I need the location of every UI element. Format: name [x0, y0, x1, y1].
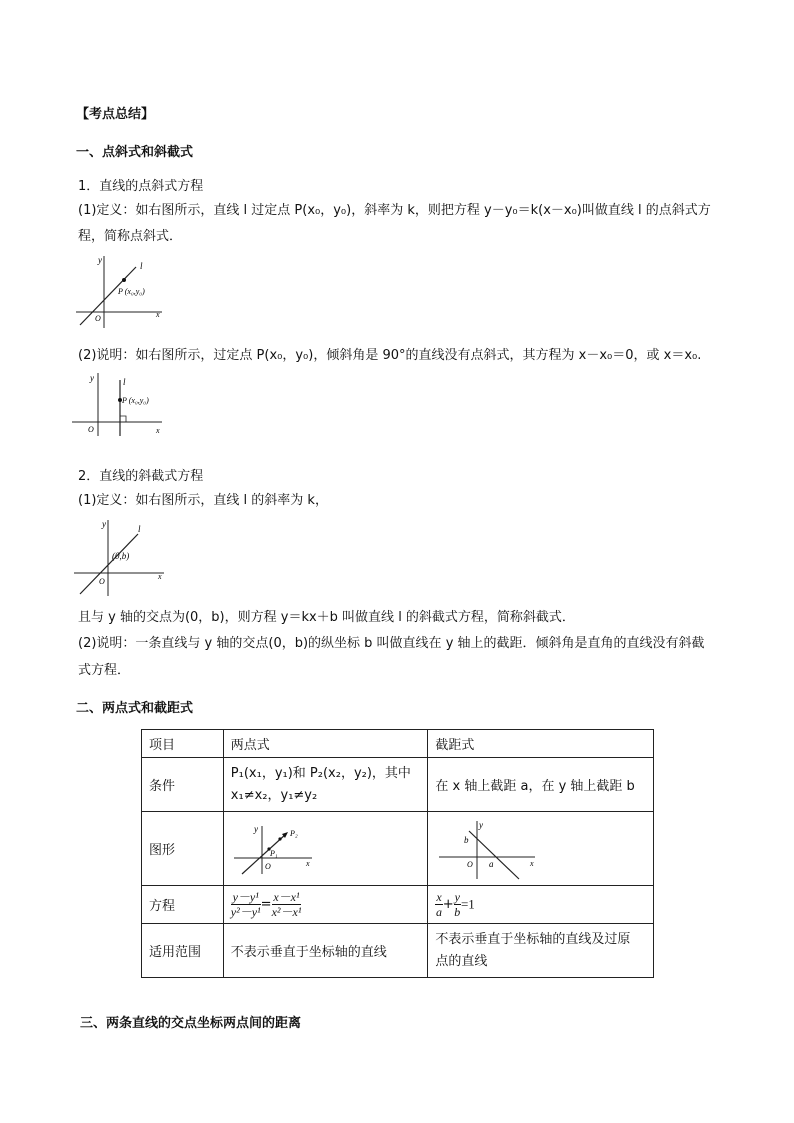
p1-label: P₁ [269, 848, 278, 858]
section3-title: 三、两条直线的交点坐标两点间的距离 [80, 1016, 302, 1031]
a-label: a [489, 858, 494, 869]
equals-sign: = [260, 897, 272, 912]
condition-intercept: 在 x 轴上截距 a，在 y 轴上截距 b [428, 758, 654, 812]
x-axis-label: x [158, 572, 162, 581]
origin-label: O [95, 314, 101, 323]
table-header-row [142, 730, 654, 758]
x-axis-label: x [305, 858, 310, 868]
line-label: l [123, 377, 126, 387]
origin-label: O [467, 859, 474, 869]
header-intercept: 截距式 [428, 730, 654, 758]
condition-label: 条件 [142, 758, 224, 812]
a-denominator: a [436, 905, 443, 919]
point-label: P (x₀,y₀) [122, 396, 149, 405]
p2-label: P₂ [289, 828, 298, 838]
x-axis-label: x [156, 310, 160, 319]
intercept-fraction-x [435, 890, 442, 919]
equation-two-point [223, 886, 428, 924]
slope-intercept-note-line1: (2)说明：一条直线与 y 轴的交点(0，b)的纵坐标 b 叫做直线在 y 轴上的截距．倾斜角是直角的直线没有斜截 [78, 636, 705, 651]
slope-intercept-note-line2: 式方程． [78, 663, 131, 678]
origin-label: O [99, 577, 105, 586]
left-denominator: y²－y¹ [230, 905, 261, 919]
condition-two-point [223, 758, 428, 812]
origin-label: O [88, 425, 94, 434]
right-denominator: x²－x¹ [271, 905, 302, 919]
origin-label: O [264, 861, 271, 871]
b-label: b [464, 834, 469, 845]
y-axis-label: y [90, 373, 94, 383]
scope-intercept [428, 924, 654, 978]
equation-intercept [428, 886, 654, 924]
equation-label: 方程 [142, 886, 224, 924]
line-forms-table [141, 729, 654, 978]
point-slope-note: (2)说明：如右图所示，过定点 P(x₀，y₀)，倾斜角是 90°的直线没有点斜式，其方程为 x－x₀＝0，或 x＝x₀. [78, 348, 702, 363]
slope-intercept-equation-text: 且与 y 轴的交点为(0，b)，则方程 y＝kx＋b 叫做直线 l 的斜截式方程，简称斜截式． [78, 610, 575, 625]
intercept-fraction-y [454, 890, 461, 919]
scope-label: 适用范围 [142, 924, 224, 978]
line-label: l [140, 261, 143, 271]
right-numerator: x－x¹ [273, 890, 300, 904]
scope-two-point: 不表示垂直于坐标轴的直线 [223, 924, 428, 978]
slope-intercept-figure [72, 516, 168, 598]
section2-title: 二、两点式和截距式 [76, 701, 194, 716]
slope-intercept-definition: (1)定义：如右图所示，直线 l 的斜率为 k， [78, 493, 328, 508]
plus-sign: + [442, 897, 454, 912]
header-item: 项目 [142, 730, 224, 758]
y-axis-label: y [102, 519, 106, 529]
subsection-slope-intercept-title: 2．直线的斜截式方程 [78, 469, 204, 484]
x-axis-label: x [530, 858, 534, 868]
table-row-condition [142, 758, 654, 812]
y-numerator: y [454, 890, 460, 904]
x-numerator: x [436, 890, 442, 904]
intercept-figure [435, 817, 539, 881]
table-row-scope [142, 924, 654, 978]
two-point-figure [232, 822, 316, 876]
scope-intercept-line2: 点的直线 [435, 953, 488, 969]
summary-title: 【考点总结】 [76, 107, 155, 122]
figure-intercept-cell [428, 812, 654, 886]
x-axis-label: x [156, 426, 160, 435]
y-axis-label: y [98, 255, 102, 265]
table-row-equation [142, 886, 654, 924]
left-numerator: y－y¹ [232, 890, 259, 904]
point-slope-definition-line1: (1)定义：如右图所示，直线 l 过定点 P(x₀，y₀)，斜率为 k，则把方程 y－y₀＝k(x－x₀)叫做直线 l 的点斜式方 [78, 203, 711, 218]
point-slope-definition-line2: 程，简称点斜式． [78, 229, 183, 244]
two-point-right-fraction [272, 890, 302, 919]
y-axis-label: y [479, 819, 484, 830]
y-axis-label: y [253, 823, 258, 834]
equals-one: =1 [460, 896, 475, 912]
condition-two-point-line2: x₁≠x₂，y₁≠y₂ [230, 787, 318, 803]
figure-two-point-cell [223, 812, 428, 886]
scope-intercept-line1: 不表示垂直于坐标轴的直线及过原 [435, 931, 631, 947]
intercept-point-label: (0,b) [112, 551, 130, 561]
subsection-point-slope-title: 1．直线的点斜式方程 [78, 179, 204, 194]
table-row-figure [142, 812, 654, 886]
section1-title: 一、点斜式和斜截式 [76, 145, 194, 160]
header-two-point: 两点式 [223, 730, 428, 758]
line-label: l [138, 524, 141, 534]
point-slope-figure [72, 252, 168, 330]
condition-two-point-line1: P₁(x₁，y₁)和 P₂(x₂，y₂)，其中 [230, 765, 411, 781]
two-point-left-fraction [231, 890, 261, 919]
vertical-line-figure [70, 370, 166, 438]
figure-label: 图形 [142, 812, 224, 886]
b-denominator: b [454, 905, 461, 919]
point-label: P (x₀,y₀) [118, 287, 145, 296]
